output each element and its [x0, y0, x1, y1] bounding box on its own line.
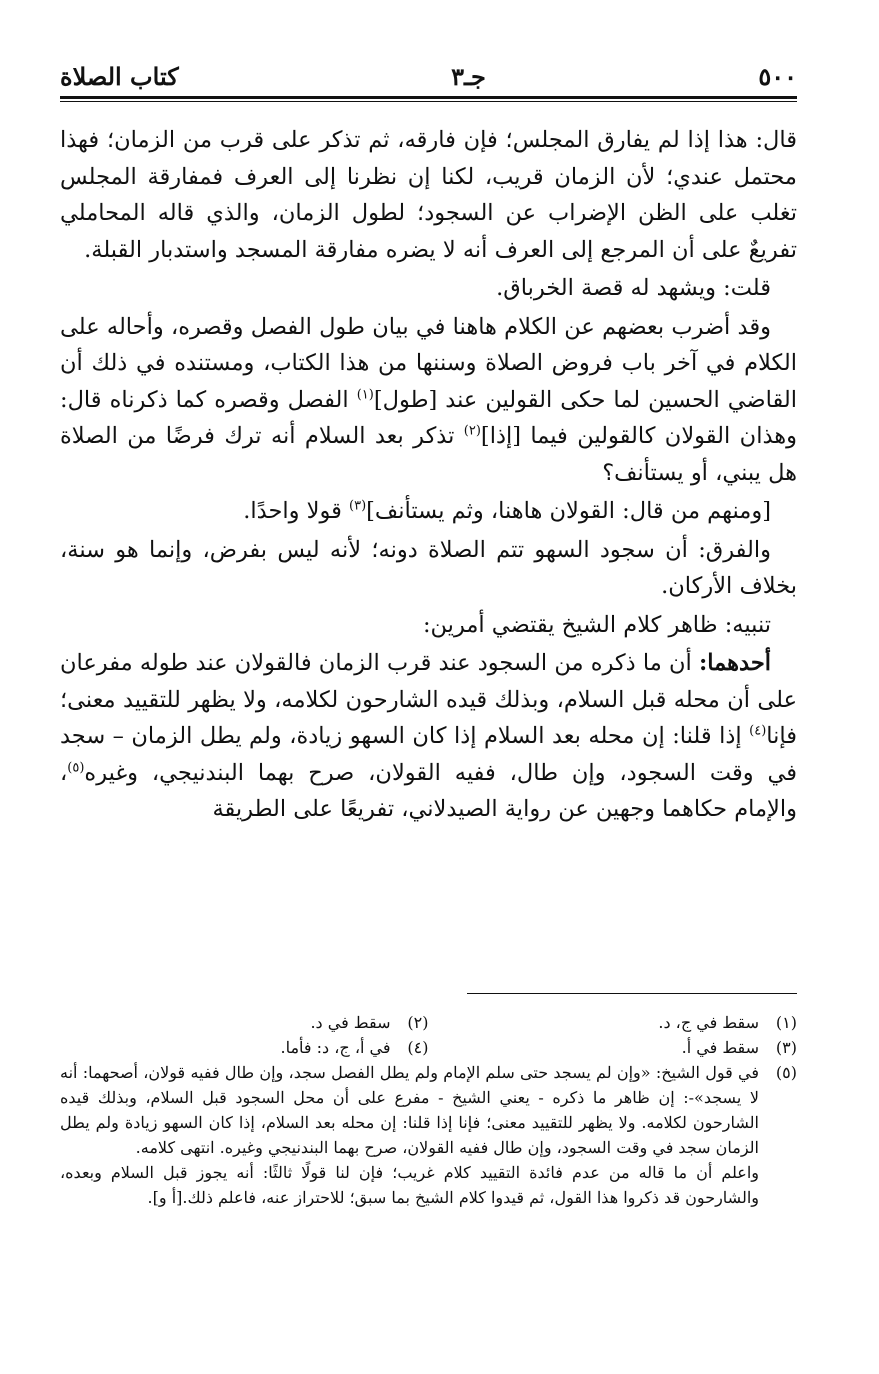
paragraph: قلت: ويشهد له قصة الخرباق. — [496, 275, 771, 301]
footnote-ref: (٣) — [349, 498, 367, 514]
footnote-number: (٣) — [775, 1038, 797, 1057]
text-run: إذا قلنا: إن محله بعد السلام إذا كان السهو زيادة، ولم يطل الزمان – سجد في وقت السجود، وإن طال، ففيه القولان، صرح بهما البندنيجي، وغيره — [60, 723, 797, 786]
footnote-text: سقط في د. — [310, 1013, 391, 1032]
text-run: [ومنهم من قال: القولان هاهنا، وثم يستأنف] — [366, 498, 771, 524]
footnote-number: (٤) — [407, 1038, 429, 1057]
footnote-ref: (٢) — [463, 423, 481, 439]
footnote-text: سقط في ج، د. — [658, 1013, 759, 1032]
volume-label: جـ٣ — [451, 61, 486, 91]
paragraph: قال: هذا إذا لم يفارق المجلس؛ فإن فارقه، ثم تذكر على قرب من الزمان؛ فهذا محتمل عندي؛ لأن الزمان قريب، لكنا إن نظرنا إلى العرف فمفارقة المجلس تغلب على الظن الإضراب عن السجود؛ لطول الزمان، والذي قاله المحاملي تفريعٌ على أن المرجع إلى العرف أنه لا يضره مفارقة المسجد واستدبار القبلة. — [60, 127, 797, 263]
text-run: قولا واحدًا. — [243, 498, 350, 524]
footnote-ref: (١) — [356, 387, 374, 402]
paragraph: والفرق: أن سجود السهو تتم الصلاة دونه؛ لأنه ليس بفرض، وإنما هو سنة، بخلاف الأركان. — [60, 536, 797, 599]
footnote-continuation: واعلم أن ما قاله من عدم فائدة التقييد كلام غريب؛ فإن لنا قولًا ثالثًا: أنه يجوز قبل السلام وبعده، والشارحون قد ذكروا هذا القول، ثم قيدوا كلام الشيخ بما سبق؛ للاحتراز عنه، فاعلم ذلك.[أ و]. — [60, 1163, 760, 1207]
footnote — [60, 1010, 429, 1035]
footnote-ref: (٥) — [67, 760, 85, 775]
page-number: ٥٠٠ — [758, 61, 797, 91]
footnote-pair — [60, 1010, 797, 1035]
paragraph — [60, 645, 797, 828]
paragraph: تنبيه: ظاهر كلام الشيخ يقتضي أمرين: — [422, 611, 771, 638]
footnote-number: (٥) — [775, 1063, 797, 1082]
paragraph — [60, 309, 797, 492]
header-rule — [60, 96, 797, 99]
footnote — [429, 1010, 798, 1035]
footnote-ref: (٤) — [749, 723, 767, 739]
footnote-text: في أ، ج، د: فأما. — [280, 1038, 391, 1057]
book-title: كتاب الصلاة — [60, 61, 179, 91]
footnotes — [60, 1010, 797, 1210]
main-text — [60, 122, 797, 830]
footnote-separator — [467, 993, 797, 994]
running-header — [60, 58, 797, 94]
footnote-text: في قول الشيخ: «وإن لم يسجد حتى سلم الإمام ولم يطل الفصل سجد، وإن طال ففيه قولان، أصحهما: أنه لا يسجد»-: إن ظاهر ما ذكره - يعني الشيخ - مفرع على أن محل السجود قبل السلام، وبذلك قيده الشارحون لكلامه. ولا يظهر للتقييد معنى؛ فإنا إذا قلنا: إن محله بعد السلام، إذا كان السهو زيادة ولم يطل الزمان سجد في وقت السجود، وإن طال ففيه القولان، صرح بهما البندنيجي وغيره. انتهى كلامه. — [60, 1063, 759, 1157]
footnote — [429, 1035, 798, 1060]
lead-word: أحدهما: — [698, 650, 771, 676]
text-run: تذكر بعد السلام أنه ترك فرضًا من الصلاة هل يبني، أو يستأنف؟ — [60, 423, 797, 486]
text-run: الفصل وقصره كما ذكرناه قال: وهذان القولان كالقولين فيما [إذا] — [60, 386, 797, 449]
footnote — [60, 1060, 797, 1160]
footnote-pair — [60, 1035, 797, 1060]
text-run: ، والإمام حكاهما وجهين عن رواية الصيدلاني، تفريعًا على الطريقة — [60, 759, 797, 822]
text-run: وقد أضرب بعضهم عن الكلام هاهنا في بيان طول الفصل وقصره، وأحاله على الكلام في آخر باب فروض الصلاة وسننها من هذا الكتاب، ومستنده في ذلك أن القاضي الحسين لما حكى القولين عند [طول] — [60, 313, 797, 413]
paragraph — [60, 493, 797, 530]
footnote-number: (١) — [775, 1013, 797, 1032]
footnote-text: سقط في أ. — [681, 1038, 759, 1057]
header-rule-thin — [60, 101, 797, 102]
text-run: أن ما ذكره من السجود عند قرب الزمان فالقولان عند طوله مفرعان على أن محله قبل السلام، وبذلك قيده الشارحون لكلامه، ولا يظهر للتقييد معنى؛ فإنا — [60, 650, 797, 749]
footnote — [60, 1035, 429, 1060]
footnote-number: (٢) — [407, 1013, 429, 1032]
